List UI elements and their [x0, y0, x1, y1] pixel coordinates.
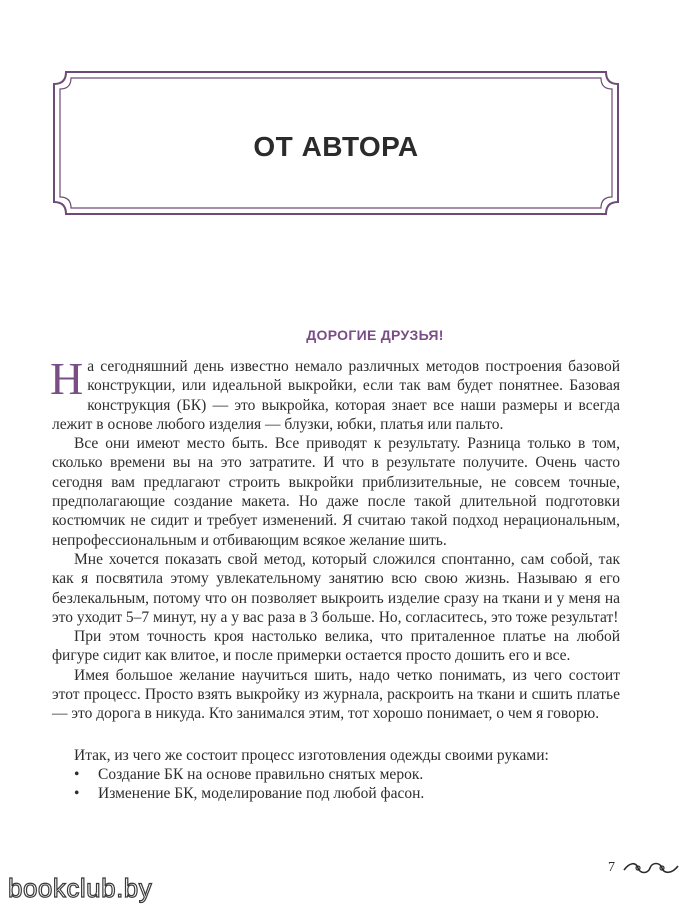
paragraph-3: Мне хочется показать свой метод, который сложился спонтанно, сам собой, так как я посвятила этому увлекательному занятию всю свою жизнь. Называю я его безлекальным, потому что он позволяет выкроить изделие сразу на ткани и у меня на это уходит 5–7 минут, ну а у вас раза в 3 больше. Но, согласитесь, это тоже результат! — [52, 550, 620, 626]
list-item-text: Изменение БК, моделирование под любой фасон. — [98, 785, 425, 803]
list-item-text: Создание БК на основе правильно снятых мерок. — [98, 765, 424, 783]
paragraph-4: При этом точность кроя настолько велика, что приталенное платье на любой фигуре сидит как влитое, и после примерки остается просто дошить его и все. — [52, 628, 620, 665]
list-item — [52, 765, 620, 784]
bullet-list — [52, 765, 620, 804]
paragraph-1 — [50, 353, 620, 434]
paragraph-6: Итак, из чего же состоит процесс изготовления одежды своими руками: — [74, 746, 549, 764]
page-title: ОТ АВТОРА — [253, 131, 419, 162]
bullet-dot: • — [74, 785, 80, 803]
bullet-dot: • — [74, 765, 80, 783]
section-subtitle — [0, 327, 700, 343]
paragraph-spacer — [52, 724, 620, 746]
drop-cap-letter: Н — [50, 353, 84, 404]
subtitle-text: ДОРОГИЕ ДРУЗЬЯ! — [306, 327, 444, 343]
paragraph-5: Имея большое желание научиться шить, надо четко понимать, из чего состоит этот процесс. Просто взять выкройку из журнала, раскроить на ткани и сшить платье — это дорога в никуда. Кто занимался этим, тот хорошо понимает, о чем я говорю. — [52, 666, 620, 723]
paragraph-1-text: а сегодняшний день известно немало различных методов построения базовой конструкции, или идеальной выкройки, если так вам будет понятнее. Базовая конструкция (БК) — это выкройка, которая знает все наши размеры и всегда лежит в основе любого изделия — блузки, юбки, платья или пальто. — [52, 358, 620, 433]
paragraph-2: Все они имеют место быть. Все приводят к результату. Разница только в том, сколько времени вы на это затратите. И что в результате получите. Очень часто сегодня вам предлагают строить выкройки приблизительные, не совсем точные, предполагающие создание макета. Но даже после такой длительной подготовки костюмчик не сидит и требует изменений. Я считаю такой подход нерациональным, непрофессиональным и отбивающим всякое желание шить. — [52, 435, 620, 549]
watermark-text: bookclub.by — [8, 873, 153, 903]
list-item — [52, 784, 620, 803]
ornament-flourish-icon — [622, 858, 680, 883]
title-frame — [52, 70, 620, 216]
page-number: 7 — [608, 860, 615, 875]
article-body — [50, 353, 620, 804]
